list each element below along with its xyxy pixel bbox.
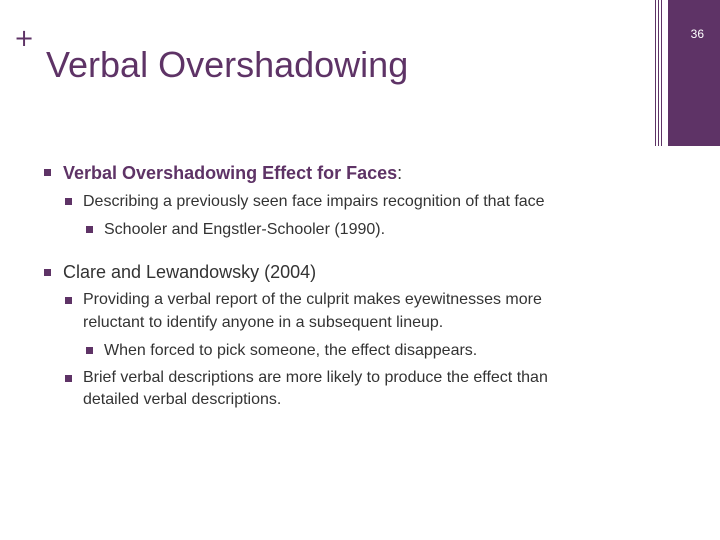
bullet-2-sub-1-line-2: reluctant to identify anyone in a subsequent lineup. — [83, 314, 444, 331]
bullet-1-sub-1: Describing a previously seen face impairs recognition of that face — [83, 193, 545, 210]
bullet-square-icon — [86, 226, 93, 233]
bullet-1-tail: : — [397, 163, 403, 183]
bullet-square-icon — [86, 347, 93, 354]
bullet-1-bold: Verbal Overshadowing Effect for Faces — [63, 163, 398, 183]
slide-number-bar — [668, 0, 720, 146]
bullet-2-sub-1-sub-1: When forced to pick someone, the effect disappears. — [104, 342, 478, 359]
bullet-square-icon — [65, 297, 72, 304]
plus-icon: + — [14, 24, 35, 52]
bullet-2-sub-2-line-2: detailed verbal descriptions. — [83, 391, 282, 408]
bullet-2-sub-2-line-1: Brief verbal descriptions are more likely to produce the effect than — [83, 369, 548, 386]
slide-title: Verbal Overshadowing — [46, 44, 409, 85]
bullet-2: Clare and Lewandowsky (2004) — [63, 262, 317, 282]
bullet-square-icon — [44, 169, 51, 176]
bullet-2-sub-1-line-1: Providing a verbal report of the culprit makes eyewitnesses more — [83, 291, 542, 308]
slide-number: 36 — [690, 27, 704, 41]
bullet-square-icon — [44, 269, 51, 276]
bullet-1 — [63, 162, 402, 184]
bullet-square-icon — [65, 375, 72, 382]
bullet-1-sub-1-sub-1: Schooler and Engstler-Schooler (1990). — [104, 221, 386, 238]
bullet-square-icon — [65, 198, 72, 205]
decorative-lines — [655, 0, 665, 146]
